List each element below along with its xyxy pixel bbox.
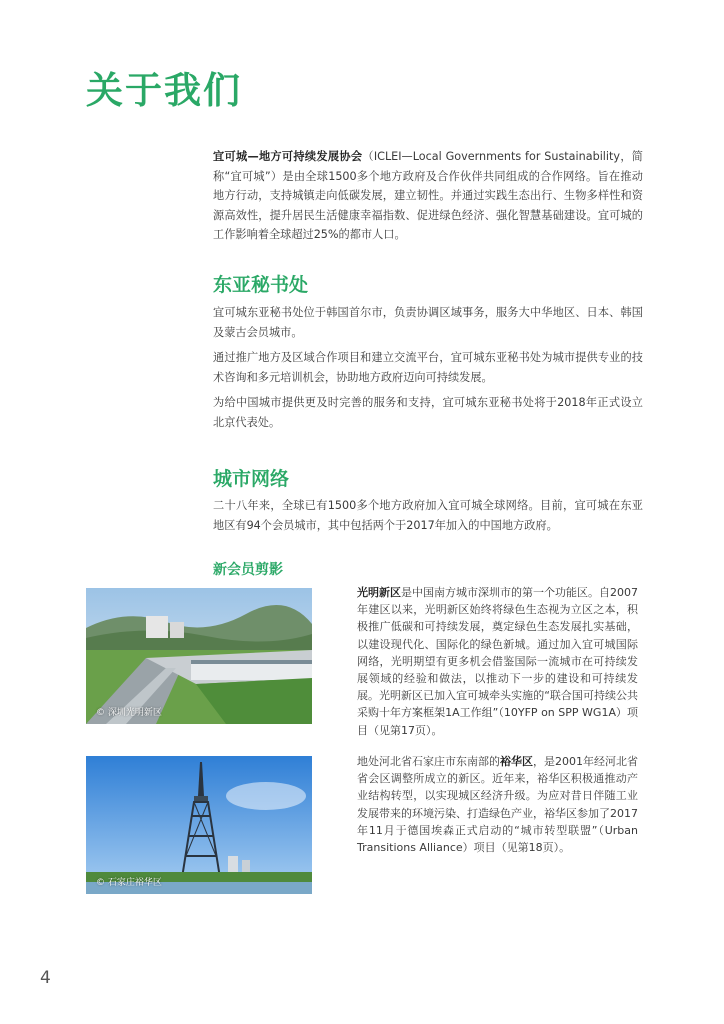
guangming-name: 光明新区: [357, 586, 401, 599]
east-asia-paragraph-1: 宜可城东亚秘书处位于韩国首尔市，负责协调区域事务，服务大中华地区、日本、韩国及蒙古会员城市。: [213, 306, 643, 339]
intro-paragraph: [213, 147, 643, 245]
yuhua-photo-image: [86, 756, 312, 894]
guangming-text: 是中国南方城市深圳市的第一个功能区。自2007年建区以来，光明新区始终将绿色生态视为立区之本，积极推广低碳和可持续发展，奠定绿色生态发展扎实基础，以建设现代化、国际化的绿色新城。通过加入宜可城国际网络，光明期望有更多机会借鉴国际一流城市在可持续发展领域的经验和做法，以推动下一步的建设和可持续发展。光明新区已加入宜可城牵头实施的“联合国可持续公共采购十年方案框架1A工作组”（10YFP on SPP WG1A）项目（见第17页）。: [357, 586, 638, 737]
east-asia-paragraph-3: 为给中国城市提供更及时完善的服务和支持，宜可城东亚秘书处将于2018年正式设立北京代表处。: [213, 396, 643, 429]
org-name: 宜可城—地方可持续发展协会: [213, 150, 363, 163]
yuhua-name: 裕华区: [500, 755, 533, 768]
members-heading: 新会员剪影: [213, 562, 283, 578]
east-asia-paragraph-2: 通过推广地方及区域合作项目和建立交流平台，宜可城东亚秘书处为城市提供专业的技术咨询和多元培训机会，协助地方政府迈向可持续发展。: [213, 351, 643, 384]
page-number: 4: [40, 968, 51, 988]
guangming-photo-credit: © 深圳光明新区: [96, 708, 162, 718]
guangming-description: [357, 584, 638, 739]
network-heading: 城市网络: [213, 468, 290, 490]
yuhua-text-before: 地处河北省石家庄市东南部的: [357, 755, 500, 768]
guangming-photo-image: [86, 588, 312, 724]
east-asia-heading: 东亚秘书处: [213, 274, 309, 296]
page-title: 关于我们: [86, 69, 242, 112]
yuhua-text-after: ，是2001年经河北省省会区调整所成立的新区。近年来，裕华区积极通推动产业结构转型，以实现城区经济升级。为应对昔日伴随工业发展带来的环境污染、打造绿色产业，裕华区参加了2017年11月于德国埃森正式启动的“城市转型联盟”（Urban Transitions Alliance）项目（见第18页）。: [357, 755, 638, 855]
intro-text: （ICLEI—Local Governments for Sustainability，简称“宜可城”）是由全球1500多个地方政府及合作伙伴共同组成的合作网络。旨在推动地方行动，支持城镇走向低碳发展，建立韧性。并通过实践生态出行、生物多样性和资源高效性，提升居民生活健康幸福指数、促进绿色经济、强化智慧基础建设。宜可城的工作影响着全球超过25%的都市人口。: [213, 150, 643, 241]
yuhua-photo-credit: © 石家庄裕华区: [96, 878, 162, 888]
network-paragraph: 二十八年来，全球已有1500多个地方政府加入宜可城全球网络。目前，宜可城在东亚地区有94个会员城市，其中包括两个于2017年加入的中国地方政府。: [213, 499, 643, 532]
yuhua-photo: [86, 756, 312, 894]
yuhua-description: [357, 753, 638, 856]
guangming-photo: [86, 588, 312, 724]
